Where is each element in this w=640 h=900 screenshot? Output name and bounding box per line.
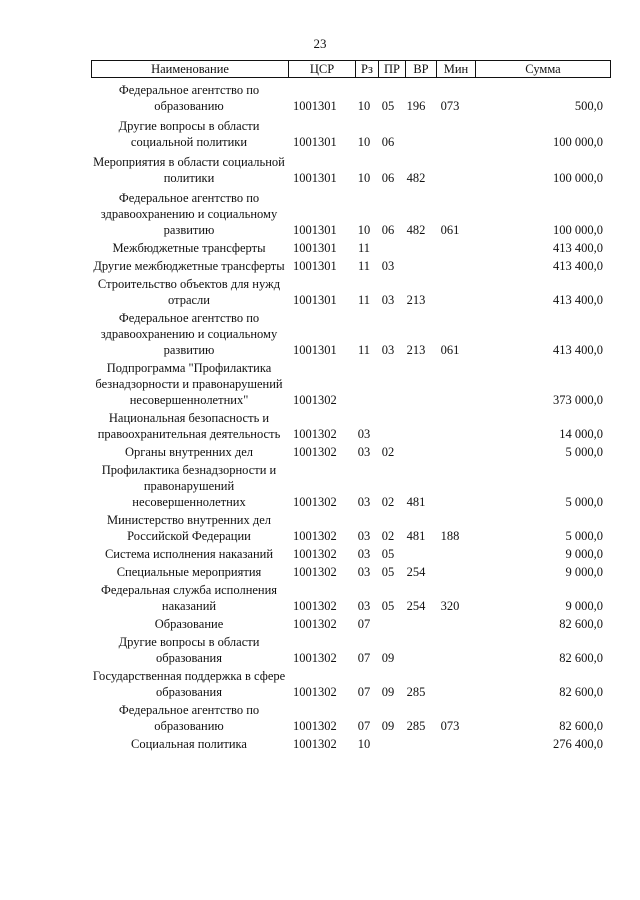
row-rz: 10 [357,223,371,237]
table-row [91,702,611,734]
row-vr: 285 [406,685,426,699]
row-csr: 1001302 [293,651,337,665]
row-name: Федеральное агентство по здравоохранению и социальному развитию [100,311,278,357]
row-csr: 1001301 [293,241,337,255]
row-rz: 10 [357,171,371,185]
row-csr: 1001301 [293,343,337,357]
row-name: Государственная поддержка в сфере образования [92,669,286,699]
table-row [91,258,611,274]
row-pr: 06 [381,223,395,237]
table-row [91,82,611,114]
row-sum: 14 000,0 [559,427,603,441]
table-row [91,546,611,562]
row-rz: 07 [357,617,371,631]
row-sum: 9 000,0 [565,565,603,579]
row-csr: 1001302 [293,685,337,699]
row-rz: 11 [357,293,371,307]
row-sum: 100 000,0 [553,135,603,149]
row-rz: 03 [357,445,371,459]
row-rz: 07 [357,719,371,733]
row-rz: 10 [357,737,371,751]
row-csr: 1001301 [293,259,337,273]
row-csr: 1001302 [293,547,337,561]
row-csr: 1001302 [293,719,337,733]
row-csr: 1001302 [293,427,337,441]
header-min: Мин [437,61,476,77]
row-name: Другие межбюджетные трансферты [93,259,285,273]
row-pr: 05 [381,99,395,113]
row-rz: 10 [357,99,371,113]
table-row [91,582,611,614]
row-pr: 06 [381,135,395,149]
table-row [91,360,611,408]
table-row [91,240,611,256]
row-pr: 09 [381,651,395,665]
row-pr: 02 [381,495,395,509]
row-name: Федеральное агентство по здравоохранению и социальному развитию [100,191,278,237]
header-vr: ВР [406,61,437,77]
row-sum: 500,0 [574,99,603,113]
row-name: Система исполнения наказаний [104,547,274,561]
row-csr: 1001302 [293,495,337,509]
row-name: Федеральная служба исполнения наказаний [100,583,278,613]
row-name: Мероприятия в области социальной политики [93,155,285,185]
row-pr: 02 [381,445,395,459]
row-name: Национальная безопасность и правоохранительная деятельность [97,411,281,441]
row-rz: 03 [357,547,371,561]
row-name: Профилактика безнадзорности и правонарушений несовершеннолетних [101,463,277,509]
row-sum: 100 000,0 [553,223,603,237]
row-name: Другие вопросы в области социальной политики [118,119,260,149]
table-row [91,190,611,238]
row-vr: 196 [406,99,426,113]
table-row [91,564,611,580]
header-name: Наименование [92,61,289,77]
row-rz: 03 [357,529,371,543]
row-sum: 9 000,0 [565,547,603,561]
row-rz: 03 [357,599,371,613]
row-pr: 09 [381,685,395,699]
row-pr: 06 [381,171,395,185]
table-row [91,444,611,460]
table-row [91,276,611,308]
row-sum: 82 600,0 [559,685,603,699]
row-pr: 03 [381,293,395,307]
row-csr: 1001302 [293,445,337,459]
row-sum: 373 000,0 [553,393,603,407]
table-row [91,154,611,186]
row-csr: 1001301 [293,293,337,307]
row-csr: 1001301 [293,223,337,237]
row-sum: 82 600,0 [559,617,603,631]
table-body [91,82,611,752]
header-csr: ЦСР [289,61,356,77]
row-csr: 1001302 [293,737,337,751]
row-csr: 1001301 [293,99,337,113]
row-rz: 03 [357,495,371,509]
header-sum: Сумма [525,62,561,76]
header-pr: ПР [379,61,406,77]
row-sum: 9 000,0 [565,599,603,613]
row-name: Министерство внутренних дел Российской Федерации [106,513,272,543]
table-row [91,616,611,632]
row-min: 188 [440,529,460,543]
row-sum: 413 400,0 [553,293,603,307]
budget-table [91,60,611,752]
row-pr: 09 [381,719,395,733]
row-name: Социальная политика [131,737,247,751]
row-rz: 07 [357,685,371,699]
row-name: Органы внутренних дел [124,445,253,459]
row-sum: 413 400,0 [553,343,603,357]
row-sum: 5 000,0 [565,529,603,543]
row-pr: 03 [381,259,395,273]
row-vr: 481 [406,495,426,509]
row-csr: 1001302 [293,599,337,613]
row-rz: 11 [357,241,371,255]
table-row [91,410,611,442]
row-rz: 03 [357,427,371,441]
row-csr: 1001302 [293,617,337,631]
table-row [91,118,611,150]
row-vr: 482 [406,223,426,237]
row-pr: 03 [381,343,395,357]
row-rz: 03 [357,565,371,579]
row-csr: 1001302 [293,393,337,407]
row-csr: 1001302 [293,529,337,543]
row-vr: 285 [406,719,426,733]
row-vr: 254 [406,565,426,579]
row-name: Федеральное агентство по образованию [118,703,260,733]
row-pr: 02 [381,529,395,543]
row-csr: 1001302 [293,565,337,579]
row-min: 061 [440,223,460,237]
row-name: Образование [154,617,224,631]
row-sum: 276 400,0 [553,737,603,751]
row-vr: 254 [406,599,426,613]
row-min: 073 [440,719,460,733]
row-sum: 5 000,0 [565,445,603,459]
row-name: Строительство объектов для нужд отрасли [97,277,281,307]
table-row [91,512,611,544]
table-row [91,310,611,358]
table-header [91,60,611,78]
row-vr: 482 [406,171,426,185]
row-sum: 100 000,0 [553,171,603,185]
row-pr: 05 [381,565,395,579]
row-vr: 213 [406,293,426,307]
row-min: 061 [440,343,460,357]
row-name: Межбюджетные трансферты [112,241,266,255]
header-rz: Рз [356,61,379,77]
row-sum: 413 400,0 [553,241,603,255]
table-row [91,736,611,752]
row-min: 320 [440,599,460,613]
row-csr: 1001301 [293,171,337,185]
table-row [91,634,611,666]
row-vr: 213 [406,343,426,357]
table-row [91,462,611,510]
row-vr: 481 [406,529,426,543]
table-row [91,668,611,700]
row-csr: 1001301 [293,135,337,149]
row-name: Специальные мероприятия [116,565,262,579]
row-sum: 413 400,0 [553,259,603,273]
row-rz: 07 [357,651,371,665]
row-pr: 05 [381,599,395,613]
row-sum: 82 600,0 [559,719,603,733]
row-pr: 05 [381,547,395,561]
row-rz: 11 [357,259,371,273]
page-number: 23 [313,36,327,51]
row-rz: 10 [357,135,371,149]
row-sum: 82 600,0 [559,651,603,665]
row-sum: 5 000,0 [565,495,603,509]
row-name: Федеральное агентство по образованию [118,83,260,113]
row-name: Другие вопросы в области образования [118,635,260,665]
row-name: Подпрограмма "Профилактика безнадзорности и правонарушений несовершеннолетних" [95,361,283,407]
row-min: 073 [440,99,460,113]
row-rz: 11 [357,343,371,357]
